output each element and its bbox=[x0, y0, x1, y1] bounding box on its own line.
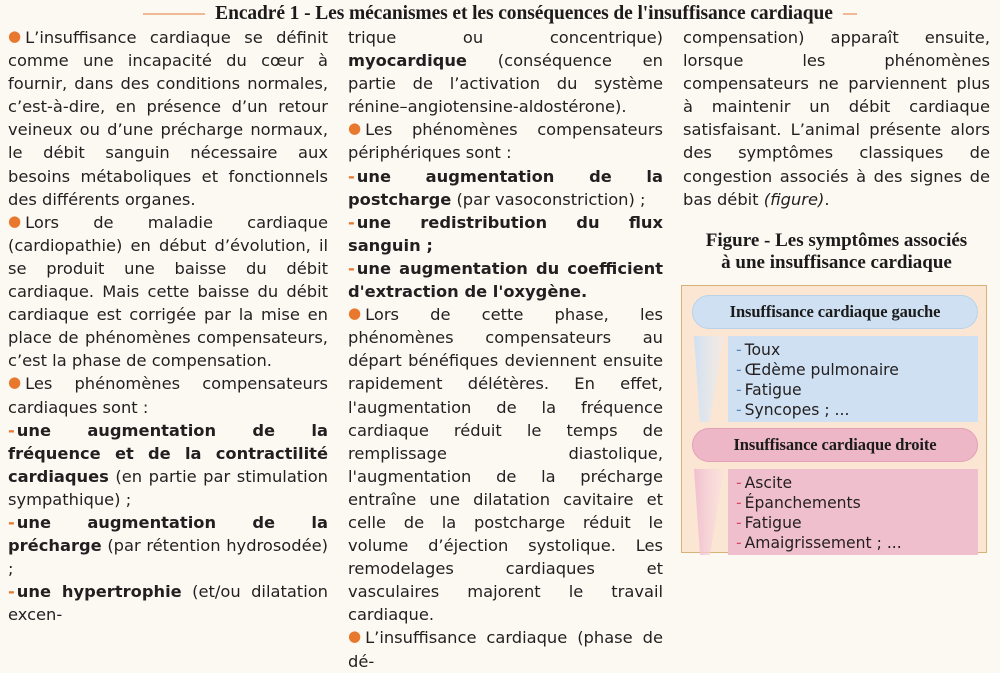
paragraph-text: Lors de maladie cardiaque (cardiopathie) en début d’évolution, il se produit une baisse du débit cardiaque. Mais cette baisse du débit cardiaque est corrigée par la mise en place de phénomènes compensateurs, c’est la phase de compensation. bbox=[8, 212, 328, 371]
dash-icon: - bbox=[736, 380, 742, 399]
paragraph bbox=[8, 372, 328, 418]
symptom-label: Amaigrissement ; ... bbox=[744, 533, 902, 552]
list-item bbox=[736, 533, 978, 553]
paragraph bbox=[348, 303, 663, 626]
dash-icon: - bbox=[8, 582, 15, 602]
column-container bbox=[0, 26, 1000, 671]
list-item-detail: (et/ou dilatation excen- bbox=[8, 582, 328, 625]
symptom-label: Œdème pulmonaire bbox=[744, 360, 899, 379]
dash-icon: - bbox=[736, 340, 742, 359]
symptom-label: Ascite bbox=[744, 473, 793, 492]
bullet-icon: ● bbox=[8, 27, 22, 45]
bullet-icon: ● bbox=[8, 211, 22, 230]
list-item bbox=[736, 360, 978, 380]
symptom-label: Toux bbox=[744, 340, 781, 359]
text-column-2 bbox=[340, 26, 675, 673]
paragraph bbox=[683, 26, 990, 211]
list-item bbox=[736, 400, 978, 420]
dash-icon: - bbox=[736, 360, 742, 379]
paragraph-emphasis: myocardique bbox=[348, 51, 467, 71]
right-wedge-icon bbox=[694, 469, 724, 555]
paragraph-text: L’insuffisance cardiaque se définit comme une incapacité du cœur à fournir, dans des conditions normales, c’est-à-dire, en présence d’un retour veineux ou d’une précharge normaux, le débit sanguin nécessaire aux besoins métaboliques et fonctionnels des différents organes. bbox=[8, 28, 328, 209]
left-heart-failure-branch bbox=[692, 336, 976, 422]
paragraph bbox=[8, 26, 328, 211]
paragraph-text: Lors de cette phase, les phénomènes compensateurs au départ bénéfiques deviennent ensuite rapidement délétères. En effet, l'augmentation de la fréquence cardiaque réduit le temps de remplissage diastolique, l'augmentation de la précharge entraîne une dilatation cavitaire et celle de la postcharge réduit le volume d’éjection systolique. Les remodelages cardiaques et vasculaires majorent le travail cardiaque. bbox=[348, 305, 663, 625]
list-item bbox=[736, 513, 978, 533]
symptom-label: Fatigue bbox=[744, 380, 802, 399]
list-item bbox=[8, 580, 328, 626]
figure-box bbox=[681, 285, 987, 553]
list-item-label: une augmentation du coefficient d'extraction de l'oxygène. bbox=[348, 258, 663, 302]
list-item bbox=[8, 511, 328, 580]
list-item bbox=[348, 165, 663, 211]
list-item bbox=[8, 419, 328, 511]
title-rule-left bbox=[143, 13, 205, 15]
list-item-label: une redistribution du flux sanguin ; bbox=[348, 212, 663, 255]
list-item bbox=[736, 380, 978, 400]
left-heart-failure-heading: Insuffisance cardiaque gauche bbox=[692, 295, 978, 329]
paragraph-text: . bbox=[824, 189, 830, 209]
left-symptom-list bbox=[728, 336, 978, 422]
paragraph-text: Les phénomènes compensateurs cardiaques sont : bbox=[8, 374, 328, 417]
dash-icon: - bbox=[736, 493, 742, 512]
paragraph bbox=[348, 26, 663, 118]
figure-caption-line-1: Figure - Les symptômes associés bbox=[705, 229, 968, 251]
list-item bbox=[736, 340, 978, 360]
paragraph-text: Les phénomènes compensateurs périphériques sont : bbox=[348, 120, 663, 163]
title-rule-right bbox=[843, 13, 857, 15]
right-heart-failure-branch bbox=[692, 469, 976, 555]
list-item-label: une hypertrophie bbox=[16, 582, 182, 602]
bullet-icon: ● bbox=[8, 373, 22, 392]
list-item bbox=[348, 257, 663, 303]
list-item bbox=[736, 493, 978, 513]
bullet-icon: ● bbox=[348, 627, 362, 646]
paragraph-text: L’insuffisance cardiaque (phase de dé- bbox=[348, 628, 663, 671]
page-title: Encadré 1 - Les mécanismes et les conséquences de l'insuffisance cardiaque bbox=[215, 3, 833, 24]
list-item bbox=[348, 211, 663, 257]
paragraph-text: (conséquence en partie de l’activation du système rénine–angiotensine-aldostérone). bbox=[348, 51, 663, 117]
left-wedge-icon bbox=[694, 336, 724, 422]
dash-icon: - bbox=[736, 473, 742, 492]
list-item-label: une augmentation de la postcharge bbox=[348, 166, 663, 209]
bullet-icon: ● bbox=[348, 119, 362, 138]
list-item-label: une augmentation de la précharge bbox=[8, 512, 328, 556]
list-item-detail: (en partie par stimulation sympathique) ; bbox=[8, 466, 328, 509]
list-item-label: une augmentation de la fréquence et de la contractilité cardiaques bbox=[8, 420, 328, 486]
paragraph bbox=[348, 118, 663, 164]
bullet-icon: ● bbox=[348, 304, 362, 323]
right-symptom-list bbox=[728, 469, 978, 555]
list-item bbox=[736, 473, 978, 493]
figure-spacer bbox=[692, 422, 976, 428]
dash-icon: - bbox=[348, 258, 355, 278]
dash-icon: - bbox=[348, 166, 355, 186]
symptom-label: Fatigue bbox=[744, 513, 802, 532]
paragraph bbox=[348, 626, 663, 672]
paragraph-text: trique ou concentrique) bbox=[348, 28, 663, 47]
text-column-1 bbox=[0, 26, 340, 626]
dash-icon: - bbox=[736, 533, 742, 552]
figure-reference: (figure) bbox=[763, 189, 825, 209]
figure-caption-line-2: à une insuffisance cardiaque bbox=[721, 252, 952, 274]
dash-icon: - bbox=[348, 212, 355, 232]
right-heart-failure-heading: Insuffisance cardiaque droite bbox=[692, 428, 978, 462]
text-column-3 bbox=[675, 26, 1000, 553]
dash-icon: - bbox=[736, 400, 742, 419]
dash-icon: - bbox=[736, 513, 742, 532]
symptom-label: Syncopes ; ... bbox=[744, 400, 850, 419]
figure-caption bbox=[683, 230, 990, 275]
paragraph-text: compensation) apparaît ensuite, lorsque les phénomènes compensateurs ne parviennent plus à maintenir un débit cardiaque satisfaisant. L’animal présente alors des symptômes classiques de congestion associés à des signes de bas débit bbox=[683, 28, 990, 209]
symptom-label: Épanchements bbox=[744, 493, 861, 512]
list-item-detail: (par vasoconstriction) ; bbox=[451, 189, 646, 209]
dash-icon: - bbox=[8, 512, 15, 532]
dash-icon: - bbox=[8, 420, 15, 440]
paragraph bbox=[8, 211, 328, 373]
list-item-detail: (par rétention hydrosodée) ; bbox=[8, 536, 328, 579]
encadre-title-bar bbox=[0, 2, 1000, 26]
